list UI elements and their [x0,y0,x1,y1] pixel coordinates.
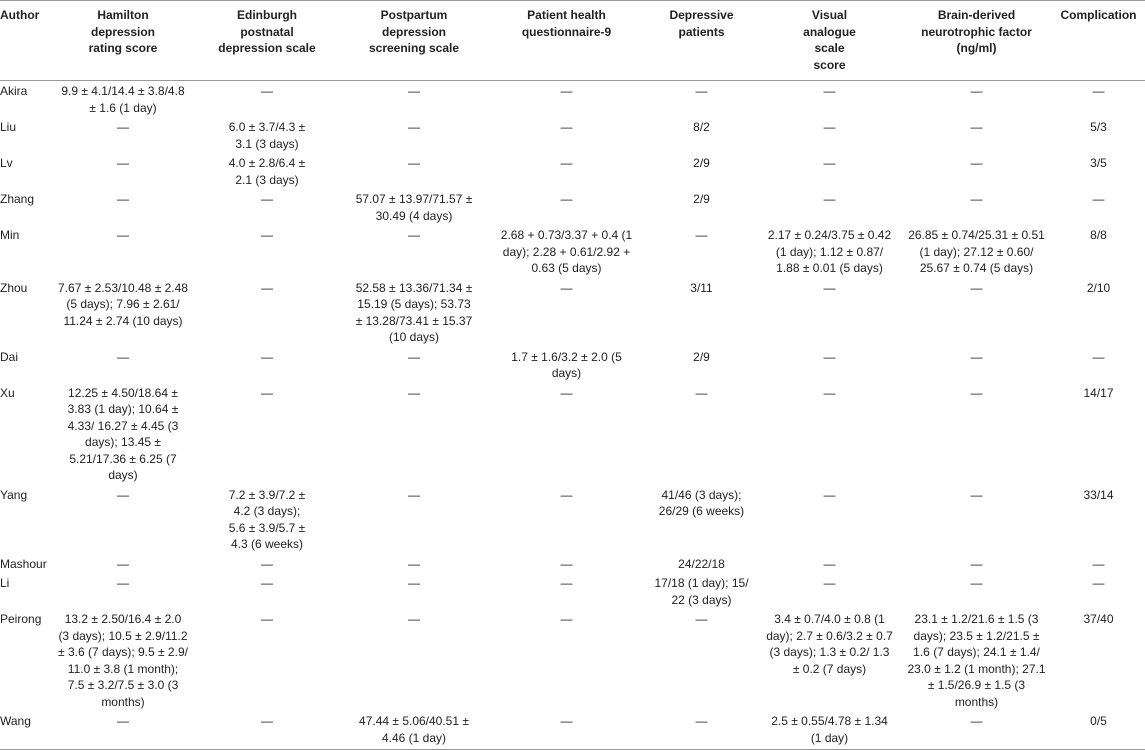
cell-edinburgh: — [261,280,273,295]
cell-depressive-patients: — [695,612,708,626]
cell-author: Dai [0,349,19,364]
cell-phq9: — [560,192,573,206]
cell-postpartum: 47.44 ± 5.06/40.51 ± 4.46 (1 day) [340,711,488,750]
cell-bdnf: — [970,156,983,170]
cell-phq9: — [560,84,573,98]
cell-complication: 8/8 [1090,228,1107,242]
cell-author: Yang [0,487,28,502]
cell-bdnf: 26.85 ± 0.74/25.31 ± 0.51 (1 day); 27.12 ± 0.60/ 25.67 ± 0.74 (5 days) [908,228,1045,275]
cell-phq9: — [560,280,573,295]
header-phq9: Patient health questionnaire-9 [488,1,645,81]
cell-hamilton: — [117,556,129,571]
cell-hamilton: — [117,487,129,502]
cell-postpartum: — [408,228,420,242]
cell-author: Li [0,576,10,590]
table-row [0,554,1145,574]
cell-vas: — [823,192,836,206]
cell-vas: — [823,84,836,98]
cell-depressive-patients: 41/46 (3 days); 26/29 (6 weeks) [658,487,745,518]
cell-depressive-patients: 17/18 (1 day); 15/ 22 (3 days) [654,576,749,607]
cell-bdnf: — [970,192,983,206]
cell-depressive-patients: 24/22/18 [678,556,725,571]
cell-depressive-patients: — [645,711,758,750]
cell-depressive-patients: 2/9 [693,349,710,364]
cell-vas: — [823,385,836,400]
cell-postpartum: — [408,156,420,170]
cell-phq9: 2.68 + 0.73/3.37 + 0.4 (1 day); 2.28 + 0.61/2.92 + 0.63 (5 days) [500,228,633,275]
cell-author: Akira [0,84,28,98]
cell-complication: 3/5 [1090,156,1107,170]
cell-author: Min [0,228,20,242]
cell-vas: — [823,576,836,590]
cell-complication: 5/3 [1090,120,1107,134]
cell-phq9: — [488,711,645,750]
cell-phq9: — [560,385,573,400]
cell-hamilton: — [52,711,194,750]
cell-author: Mashour [0,556,47,571]
cell-postpartum: — [408,556,420,571]
cell-phq9: — [560,612,573,626]
cell-bdnf: — [970,349,983,364]
cell-edinburgh: — [261,84,273,98]
cell-edinburgh: — [261,349,273,364]
cell-postpartum: 52.58 ± 13.36/71.34 ± 15.19 (5 days); 53.73 ± 13.28/73.41 ± 15.37 (10 days) [355,280,473,344]
cell-depressive-patients: — [695,84,708,98]
cell-hamilton: — [117,228,129,242]
cell-bdnf: — [970,120,983,134]
table-row [0,711,1145,750]
table-row [0,573,1145,609]
cell-vas: — [823,120,836,134]
cell-complication: 37/40 [1083,612,1114,626]
cell-hamilton: — [117,576,129,590]
cell-author: Zhang [0,192,35,206]
cell-bdnf: — [970,385,983,400]
cell-phq9: — [560,156,573,170]
cell-hamilton: — [117,192,129,206]
cell-depressive-patients: — [695,228,708,242]
cell-edinburgh: — [261,192,273,206]
header-edinburgh: Edinburgh postnatal depression scale [194,1,340,81]
cell-edinburgh: — [261,228,273,242]
table-row [0,189,1145,225]
cell-edinburgh: — [261,612,273,626]
cell-vas: — [823,156,836,170]
cell-depressive-patients: — [695,385,708,400]
cell-author: Zhou [0,280,28,295]
cell-hamilton: 9.9 ± 4.1/14.4 ± 3.8/4.8 ± 1.6 (1 day) [61,84,185,115]
cell-bdnf: — [970,556,983,571]
cell-phq9: — [560,487,573,502]
cell-postpartum: — [408,385,420,400]
cell-complication: — [1092,349,1105,364]
cell-postpartum: — [408,612,420,626]
header-hamilton: Hamilton depression rating score [52,1,194,81]
table-row [0,278,1145,347]
cell-depressive-patients: 2/9 [693,156,710,170]
cell-hamilton: — [117,349,129,364]
cell-postpartum: — [408,349,420,364]
cell-postpartum: — [408,487,420,502]
header-author: Author [0,1,52,81]
cell-author: Lv [0,156,13,170]
cell-depressive-patients: 8/2 [693,120,710,134]
cell-bdnf: — [970,576,983,590]
cell-hamilton: 13.2 ± 2.50/16.4 ± 2.0 (3 days); 10.5 ± 2.9/11.2 ± 3.6 (7 days); 9.5 ± 2.9/ 11.0 ± 3.8 (1 month); 7.5 ± 3.2/7.5 ± 3.0 (3 months) [58,612,188,709]
cell-edinburgh: — [261,556,273,571]
cell-vas: — [823,487,836,502]
cell-hamilton: — [117,120,129,134]
cell-bdnf: — [970,84,983,98]
table-row [0,485,1145,554]
header-bdnf: Brain-derived neurotrophic factor (ng/ml) [901,1,1052,81]
cell-complication: — [1092,556,1105,571]
table-row [0,117,1145,153]
cell-edinburgh: — [194,711,340,750]
cell-complication: 33/14 [1083,487,1114,502]
cell-bdnf: 23.1 ± 1.2/21.6 ± 1.5 (3 days); 23.5 ± 1.2/21.5 ± 1.6 (7 days); 24.1 ± 1.4/ 23.0 ± 1.2 (1 month); 27.1 ± 1.5/26.9 ± 1.5 (3 months) [907,612,1046,709]
cell-complication: 14/17 [1083,385,1114,400]
header-depressive-patients: Depressive patients [645,1,758,81]
cell-vas: — [823,280,836,295]
cell-phq9: — [560,556,573,571]
cell-vas: 3.4 ± 0.7/4.0 ± 0.8 (1 day); 2.7 ± 0.6/3.2 ± 0.7 (3 days); 1.3 ± 0.2/ 1.3 ± 0.2 (7 days) [766,612,893,676]
cell-postpartum: 57.07 ± 13.97/71.57 ± 30.49 (4 days) [355,192,473,223]
cell-complication: 2/10 [1086,280,1111,295]
header-postpartum: Postpartum depression screening scale [340,1,488,81]
table-row [0,347,1145,383]
table-row [0,225,1145,278]
table-row [0,153,1145,189]
cell-depressive-patients: 3/11 [690,280,713,295]
table-row [0,609,1145,711]
cell-depressive-patients: 2/9 [693,192,710,206]
cell-edinburgh: 7.2 ± 3.9/7.2 ± 4.2 (3 days); 5.6 ± 3.9/5.7 ± 4.3 (6 weeks) [228,487,306,551]
cell-bdnf: — [970,280,983,295]
cell-postpartum: — [408,120,420,134]
cell-complication: 0/5 [1052,711,1145,750]
cell-hamilton: — [117,156,129,170]
cell-vas: — [823,349,836,364]
cell-edinburgh: 6.0 ± 3.7/4.3 ± 3.1 (3 days) [228,120,306,151]
cell-vas: 2.17 ± 0.24/3.75 ± 0.42 (1 day); 1.12 ± 0.87/ 1.88 ± 0.01 (5 days) [767,228,892,275]
cell-vas: — [823,556,836,571]
cell-complication: — [1092,84,1105,98]
cell-bdnf: — [970,487,983,502]
cell-phq9: — [560,120,573,134]
header-vas: Visual analogue scale score [758,1,901,81]
cell-bdnf: — [901,711,1052,750]
cell-complication: — [1092,576,1105,590]
cell-edinburgh: — [261,576,273,590]
cell-vas: 2.5 ± 0.55/4.78 ± 1.34 (1 day) [758,711,901,750]
cell-edinburgh: — [261,385,273,400]
table-row [0,383,1145,485]
cell-postpartum: — [408,576,420,590]
table-row [0,81,1145,118]
cell-postpartum: — [408,84,420,98]
header-row [0,1,1145,81]
cell-phq9: 1.7 ± 1.6/3.2 ± 2.0 (5 days) [511,349,622,380]
cell-phq9: — [560,576,573,590]
cell-author: Xu [0,385,15,400]
cell-hamilton: 7.67 ± 2.53/10.48 ± 2.48 (5 days); 7.96 ± 2.61/ 11.24 ± 2.74 (10 days) [58,280,188,328]
cell-author: Wang [0,711,52,750]
header-complication: Complication [1052,1,1145,81]
cell-author: Liu [0,120,17,134]
cell-edinburgh: 4.0 ± 2.8/6.4 ± 2.1 (3 days) [228,156,306,187]
cell-author: Peirong [0,612,42,626]
cell-complication: — [1092,192,1105,206]
cell-hamilton: 12.25 ± 4.50/18.64 ± 3.83 (1 day); 10.64 ± 4.33/ 16.27 ± 4.45 (3 days); 13.45 ± 5.21/17.36 ± 6.25 (7 days) [67,385,179,482]
